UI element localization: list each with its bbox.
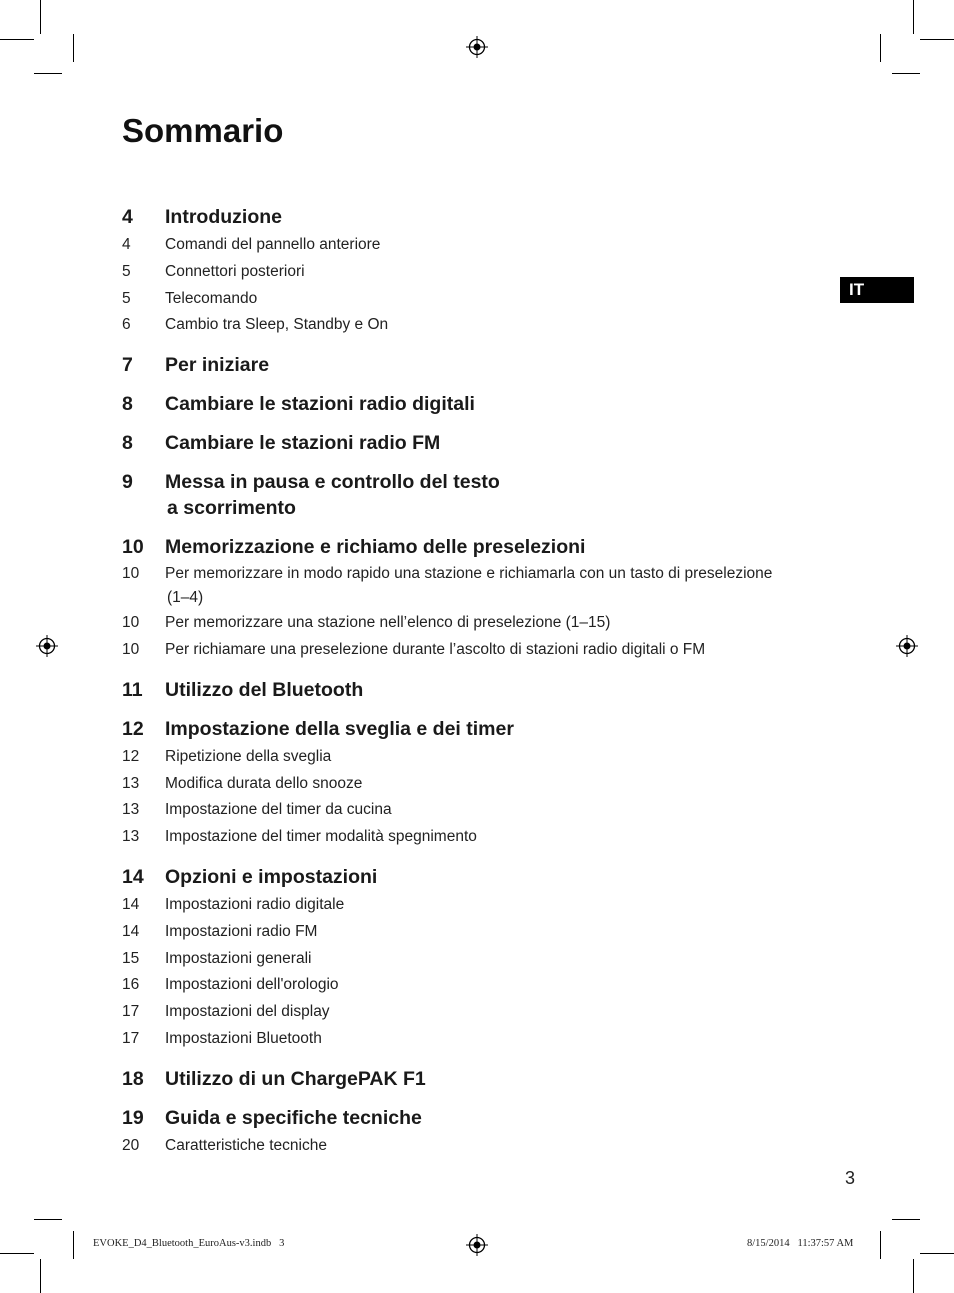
toc-subentry-title: Telecomando xyxy=(165,289,258,307)
toc-subentry xyxy=(122,232,842,259)
toc-subentry xyxy=(122,637,842,664)
toc-section-title: Cambiare le stazioni radio digitali xyxy=(165,393,475,416)
page-number: 3 xyxy=(845,1168,856,1188)
toc-subentry xyxy=(122,797,842,824)
toc-subentry-title: Impostazioni generali xyxy=(165,949,312,967)
toc-subentry-page: 6 xyxy=(122,316,131,334)
toc-section xyxy=(122,864,842,890)
toc-subentry xyxy=(122,946,842,973)
toc-subentry xyxy=(122,1026,842,1053)
toc-subentry xyxy=(122,562,842,610)
toc-subentry-title: Caratteristiche tecniche xyxy=(165,1136,327,1154)
toc-section xyxy=(122,469,842,521)
toc-section-title: Per iniziare xyxy=(165,354,270,377)
toc-subentry-title: Impostazioni del display xyxy=(165,1003,330,1021)
toc-subentry-page: 12 xyxy=(122,747,140,765)
toc-subentry xyxy=(122,744,842,771)
toc-subentry-title: Impostazione del timer da cucina xyxy=(165,801,392,819)
toc-section-title-continued: a scorrimento xyxy=(167,497,296,520)
toc-section-page: 10 xyxy=(122,536,144,559)
footer-datetime: 8/15/2014 11:37:57 AM xyxy=(747,1238,854,1249)
toc-subentry-page: 14 xyxy=(122,922,140,940)
toc-subentry-page: 17 xyxy=(122,1029,140,1047)
toc-section xyxy=(122,391,842,417)
toc-subentry-page: 15 xyxy=(122,949,140,967)
toc-subentry-title: Per memorizzare una stazione nell’elenco di preselezione (1–15) xyxy=(165,614,611,632)
toc-section-page: 8 xyxy=(122,432,133,455)
toc-subentry-page: 5 xyxy=(122,262,131,280)
toc-section xyxy=(122,1066,842,1092)
toc-section-page: 7 xyxy=(122,354,133,377)
toc-subentry-page: 13 xyxy=(122,801,140,819)
toc-subentry-page: 13 xyxy=(122,828,140,846)
toc-section-title: Guida e specifiche tecniche xyxy=(165,1106,422,1129)
toc-subentry-title: Impostazioni radio digitale xyxy=(165,895,345,913)
toc-section-page: 11 xyxy=(122,678,143,701)
table-of-contents xyxy=(122,200,842,1160)
toc-subentry xyxy=(122,610,842,637)
toc-subentry-title: Ripetizione della sveglia xyxy=(165,747,332,765)
registration-mark-icon xyxy=(36,635,58,657)
toc-section-title: Utilizzo del Bluetooth xyxy=(165,678,364,701)
toc-subentry-page: 13 xyxy=(122,774,140,792)
toc-subentry-title: Impostazioni radio FM xyxy=(165,922,318,940)
toc-section-page: 8 xyxy=(122,393,133,416)
toc-subentry-page: 5 xyxy=(122,289,131,307)
toc-section-page: 12 xyxy=(122,717,144,740)
toc-section xyxy=(122,677,842,703)
toc-subentry-title: Impostazione del timer modalità spegnimento xyxy=(165,828,477,846)
toc-section-title: Messa in pausa e controllo del testo xyxy=(165,471,500,494)
toc-subentry-title: Impostazioni Bluetooth xyxy=(165,1029,322,1047)
registration-mark-icon xyxy=(466,1234,488,1256)
toc-subentry xyxy=(122,999,842,1026)
toc-section xyxy=(122,352,842,378)
footer-file-info: EVOKE_D4_Bluetooth_EuroAus-v3.indb 3 xyxy=(93,1238,285,1249)
toc-subentry xyxy=(122,892,842,919)
toc-section-page: 18 xyxy=(122,1067,144,1090)
toc-subentry-title: Comandi del pannello anteriore xyxy=(165,236,381,253)
toc-subentry-title: Per richiamare una preselezione durante l’ascolto di stazioni radio digitali o FM xyxy=(165,640,706,658)
toc-section-title: Opzioni e impostazioni xyxy=(165,865,378,888)
page-title: Sommario xyxy=(122,112,284,149)
toc-subentry-page: 14 xyxy=(122,895,140,913)
toc-subentry-page: 10 xyxy=(122,640,140,658)
toc-subentry-title-continued: (1–4) xyxy=(167,589,204,607)
toc-subentry xyxy=(122,1133,842,1160)
toc-section-title: Introduzione xyxy=(165,206,282,228)
toc-subentry-title: Impostazioni dell'orologio xyxy=(165,976,339,994)
toc-subentry xyxy=(122,919,842,946)
toc-section-page: 14 xyxy=(122,865,144,888)
toc-subentry-page: 4 xyxy=(122,236,131,253)
toc-subentry xyxy=(122,312,842,339)
toc-subentry-page: 17 xyxy=(122,1003,140,1021)
toc-subentry-title: Connettori posteriori xyxy=(165,262,305,280)
toc-section-title: Utilizzo di un ChargePAK F1 xyxy=(165,1067,426,1090)
toc-subentry xyxy=(122,259,842,286)
toc-section xyxy=(122,204,842,230)
toc-subentry-page: 10 xyxy=(122,565,140,583)
registration-mark-icon xyxy=(466,36,488,58)
toc-section xyxy=(122,1105,842,1131)
language-tab: IT xyxy=(840,277,914,303)
toc-subentry-page: 16 xyxy=(122,976,140,994)
toc-subentry-title: Modifica durata dello snooze xyxy=(165,774,363,792)
toc-subentry xyxy=(122,286,842,313)
toc-section xyxy=(122,716,842,742)
toc-subentry-title: Cambio tra Sleep, Standby e On xyxy=(165,316,389,334)
toc-subentry xyxy=(122,824,842,851)
toc-section xyxy=(122,534,842,560)
toc-subentry xyxy=(122,972,842,999)
toc-section-title: Memorizzazione e richiamo delle preselezioni xyxy=(165,536,586,559)
toc-section-title: Impostazione della sveglia e dei timer xyxy=(165,717,514,740)
toc-section-page: 19 xyxy=(122,1106,144,1129)
toc-section-page: 4 xyxy=(122,206,133,228)
toc-subentry-title: Per memorizzare in modo rapido una stazione e richiamarla con un tasto di preselezione xyxy=(165,565,773,583)
registration-mark-icon xyxy=(896,635,918,657)
toc-subentry xyxy=(122,771,842,798)
toc-section-page: 9 xyxy=(122,471,133,494)
toc-section xyxy=(122,430,842,456)
toc-subentry-page: 20 xyxy=(122,1136,140,1154)
toc-section-title: Cambiare le stazioni radio FM xyxy=(165,432,441,455)
toc-subentry-page: 10 xyxy=(122,614,140,632)
